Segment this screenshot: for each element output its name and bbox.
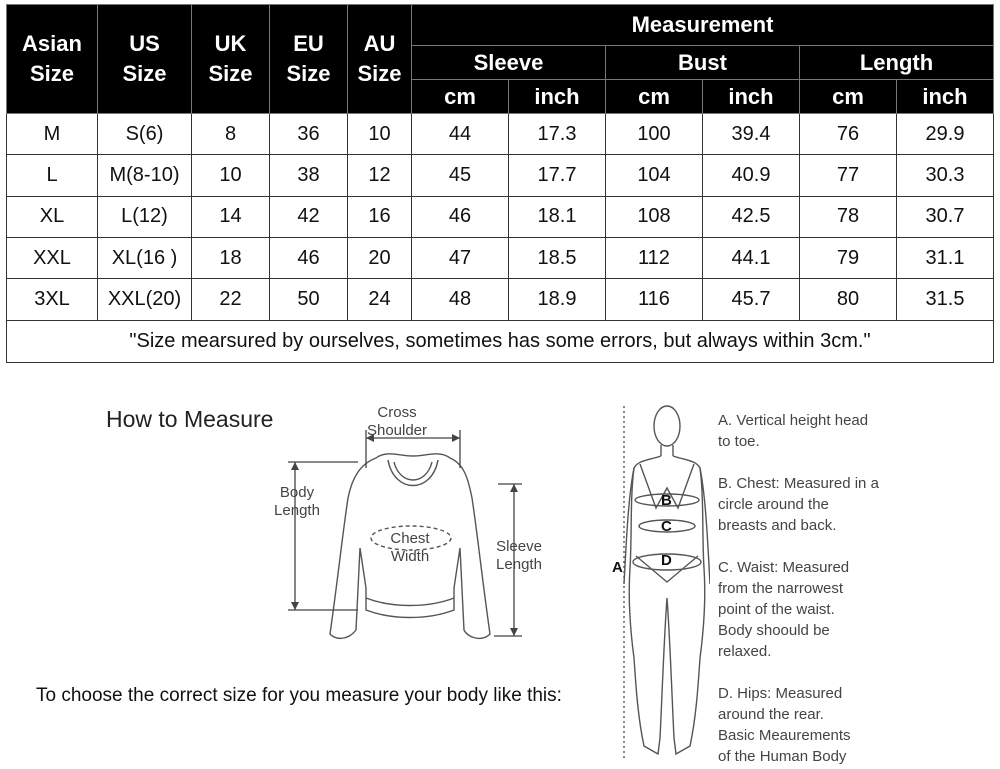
cell-au-size: 12 [348, 155, 412, 196]
header-us-size: US Size [98, 5, 192, 114]
cell-bust-cm: 104 [606, 155, 703, 196]
unit-bust-inch: inch [703, 80, 800, 114]
header-bust: Bust [606, 46, 800, 80]
cell-au-size: 20 [348, 237, 412, 278]
how-to-measure-title: How to Measure [106, 406, 274, 432]
cell-uk-size: 10 [192, 155, 270, 196]
cell-sleeve-inch: 18.1 [509, 196, 606, 237]
cell-sleeve-inch: 17.3 [509, 114, 606, 155]
cell-eu-size: 46 [270, 237, 348, 278]
cell-length-cm: 78 [800, 196, 897, 237]
description-chest: B. Chest: Measured in a circle around the breasts and back. [718, 475, 879, 534]
cell-eu-size: 38 [270, 155, 348, 196]
cell-asian-size: M [7, 114, 98, 155]
table-row [7, 196, 994, 237]
cell-bust-cm: 100 [606, 114, 703, 155]
cell-sleeve-inch: 18.9 [509, 279, 606, 320]
cell-length-cm: 76 [800, 114, 897, 155]
header-measurement: Measurement [412, 5, 994, 46]
cell-uk-size: 22 [192, 279, 270, 320]
table-row [7, 155, 994, 196]
letter-c: C [661, 518, 672, 535]
cell-bust-inch: 40.9 [703, 155, 800, 196]
cell-length-inch: 29.9 [897, 114, 994, 155]
choose-size-instruction: To choose the correct size for you measure your body like this: [36, 685, 562, 706]
header-asian-size: Asian Size [7, 5, 98, 114]
cell-us-size: S(6) [98, 114, 192, 155]
unit-length-inch: inch [897, 80, 994, 114]
cell-length-cm: 77 [800, 155, 897, 196]
letter-a: A [612, 559, 623, 576]
cell-bust-inch: 39.4 [703, 114, 800, 155]
cell-eu-size: 36 [270, 114, 348, 155]
cell-au-size: 24 [348, 279, 412, 320]
cell-eu-size: 50 [270, 279, 348, 320]
description-height: A. Vertical height head to toe. [718, 412, 869, 450]
cell-sleeve-cm: 47 [412, 237, 509, 278]
size-note: "Size mearsured by ourselves, sometimes has some errors, but always within 3cm." [7, 320, 994, 362]
cell-asian-size: 3XL [7, 279, 98, 320]
cell-length-inch: 30.7 [897, 196, 994, 237]
cell-bust-inch: 45.7 [703, 279, 800, 320]
letter-b: B [661, 492, 672, 509]
header-uk-size: UK Size [192, 5, 270, 114]
table-row [7, 237, 994, 278]
letter-d: D [661, 552, 672, 569]
unit-sleeve-inch: inch [509, 80, 606, 114]
unit-sleeve-cm: cm [412, 80, 509, 114]
cell-au-size: 10 [348, 114, 412, 155]
cell-sleeve-cm: 44 [412, 114, 509, 155]
cell-sleeve-cm: 48 [412, 279, 509, 320]
description-waist: C. Waist: Measured from the narrowest point of the waist. Body shoould be relaxed. [718, 559, 850, 660]
cell-asian-size: XL [7, 196, 98, 237]
human-body-figure [600, 398, 710, 769]
description-hips: D. Hips: Measured around the rear. Basic Meaurements of the Human Body [718, 685, 851, 765]
cell-bust-cm: 108 [606, 196, 703, 237]
cell-uk-size: 14 [192, 196, 270, 237]
cell-eu-size: 42 [270, 196, 348, 237]
unit-length-cm: cm [800, 80, 897, 114]
cell-length-cm: 79 [800, 237, 897, 278]
unit-bust-cm: cm [606, 80, 703, 114]
cell-uk-size: 8 [192, 114, 270, 155]
cell-sleeve-inch: 18.5 [509, 237, 606, 278]
cell-uk-size: 18 [192, 237, 270, 278]
cell-bust-inch: 44.1 [703, 237, 800, 278]
table-row [7, 114, 994, 155]
header-sleeve: Sleeve [412, 46, 606, 80]
cell-us-size: XXL(20) [98, 279, 192, 320]
sleeve-length-label: Sleeve Length [496, 538, 542, 573]
table-row [7, 279, 994, 320]
cell-us-size: XL(16 ) [98, 237, 192, 278]
cell-bust-cm: 112 [606, 237, 703, 278]
cell-sleeve-cm: 46 [412, 196, 509, 237]
cell-asian-size: L [7, 155, 98, 196]
size-chart-table [6, 4, 994, 363]
header-eu-size: EU Size [270, 5, 348, 114]
cross-shoulder-label: Cross Shoulder [366, 404, 428, 439]
cell-us-size: M(8-10) [98, 155, 192, 196]
header-au-size: AU Size [348, 5, 412, 114]
head-outline-icon [654, 406, 680, 446]
cell-asian-size: XXL [7, 237, 98, 278]
size-table-body [7, 114, 994, 363]
header-length: Length [800, 46, 994, 80]
cell-length-inch: 31.5 [897, 279, 994, 320]
cell-length-inch: 30.3 [897, 155, 994, 196]
cell-bust-inch: 42.5 [703, 196, 800, 237]
cell-length-inch: 31.1 [897, 237, 994, 278]
cell-length-cm: 80 [800, 279, 897, 320]
cell-sleeve-cm: 45 [412, 155, 509, 196]
cell-us-size: L(12) [98, 196, 192, 237]
cell-bust-cm: 116 [606, 279, 703, 320]
body-length-label: Body Length [274, 484, 320, 519]
cell-sleeve-inch: 17.7 [509, 155, 606, 196]
cell-au-size: 16 [348, 196, 412, 237]
chest-width-label: Chest Width [390, 530, 430, 565]
